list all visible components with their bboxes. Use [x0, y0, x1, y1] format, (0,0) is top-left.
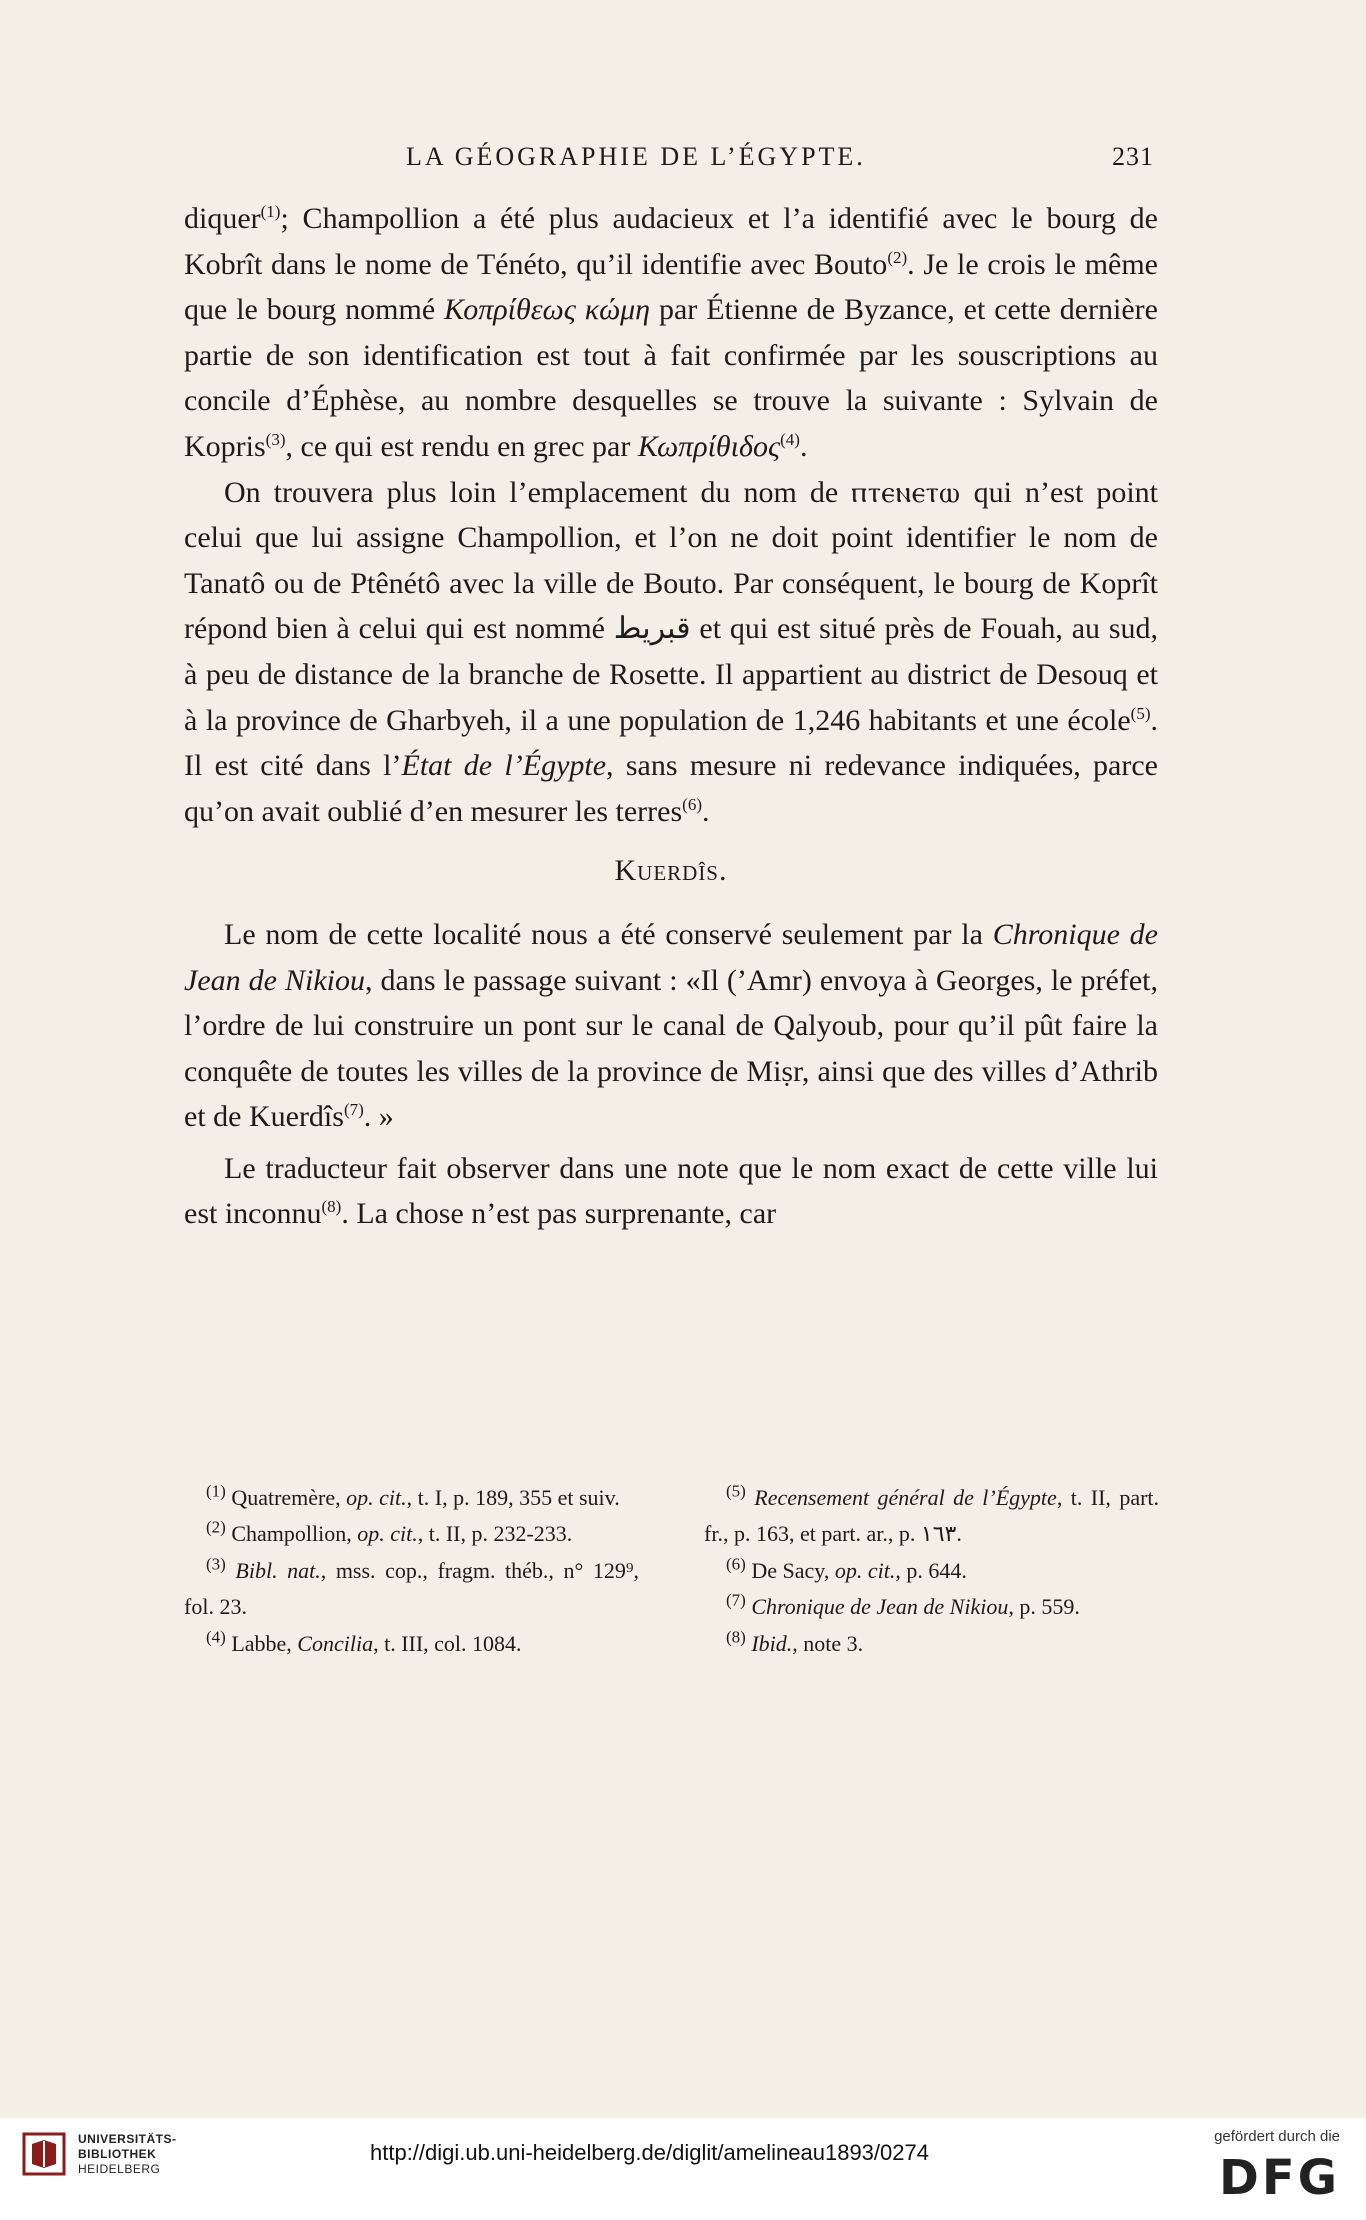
section-title: Kuerdîs. — [614, 854, 728, 888]
footnotes-right-column — [704, 1480, 1159, 1662]
coptic-term: ⲡⲧⲉⲛⲉⲧⲱ — [851, 475, 961, 509]
footnote-ref[interactable]: (3) — [265, 429, 286, 449]
cited-work: État de l’Égypte — [401, 749, 607, 783]
footnote-ref[interactable]: (4) — [780, 429, 800, 449]
permalink[interactable]: http://digi.ub.uni-heidelberg.de/diglit/amelineau1893/0274 — [370, 2140, 929, 2165]
viewer-footer — [0, 2118, 1366, 2220]
university-library-logo-icon[interactable] — [22, 2132, 66, 2176]
main-text — [184, 196, 1158, 1237]
footnote: $^{(6)}$ De Sacy, op. cit., p. 644. — [726, 1554, 967, 1583]
paragraph: On trouvera plus loin l’emplacement du nom de ⲡⲧⲉⲛⲉⲧⲱ qui n’est point celui que lui assigne Champollion, et l’on ne doit point identifier le nom de Tanatô ou de Ptênétô avec la ville de Bouto. Par conséquent, le bourg de Koprît répond bien à celui qui est nommé قبريط et qui est situé près de Fouah, au sud, à peu de distance de la branche de Rosette. Il appartient au district de Desouq et à la province de Gharbyeh, il a une population de 1,246 habitants et une école$^{(5)}$. Il est cité dans l’État de l’Égypte, sans mesure ni redevance indiquées, parce qu’on avait oublié d’en mesurer les terres$^{(6)}$. — [184, 475, 1158, 828]
footnote-ref[interactable]: (1) — [260, 202, 281, 221]
paragraph: diquer$^{(1)}$; Champollion a été plus audacieux et l’a identifié avec le bourg de Kobrît dans le nome de Ténéto, qu’il identifie avec Bouto$^{(2)}$. Je le crois le même que le bourg nommé Κοπρίθεως κώμη par Étienne de Byzance, et cette dernière partie de son identification est tout à fait confirmée par les souscriptions au concile d’Éphèse, au nombre desquelles se trouve la suivante : Sylvain de Kopris$^{(3)}$, ce qui est rendu en grec par Κωπρίθιδος$^{(4)}$. — [184, 202, 1158, 463]
page-number: 231 — [1112, 142, 1154, 171]
footnote-ref[interactable]: (6) — [682, 794, 702, 814]
footnote-ref[interactable]: (7) — [343, 1100, 364, 1120]
running-title: LA GÉOGRAPHIE DE L’ÉGYPTE. — [406, 142, 866, 171]
footnote-ref[interactable]: (5) — [1130, 703, 1151, 723]
footnote: $^{(8)}$ Ibid., note 3. — [726, 1627, 864, 1656]
footnote: $^{(2)}$ Champollion, op. cit., t. II, p. 232-233. — [206, 1518, 573, 1547]
running-header — [184, 130, 1158, 190]
sponsor-caption: gefördert durch die — [1214, 2128, 1340, 2145]
paragraph: Le traducteur fait observer dans une note que le nom exact de cette ville lui est inconnu$^{(8)}$. La chose n’est pas surprenante, car — [184, 1151, 1158, 1231]
footnote: $^{(7)}$ Chronique de Jean de Nikiou, p. 559. — [726, 1590, 1080, 1620]
footnote: $^{(4)}$ Labbe, Concilia, t. III, col. 1084. — [206, 1627, 522, 1656]
footnote: $^{(5)}$ Recensement général de l’Égypte, t. II, part. fr., p. 163, et part. ar., p. ١٦٣. — [704, 1481, 1160, 1547]
arabic-term: قبريط — [613, 612, 691, 646]
greek-term: Κωπρίθιδος — [637, 429, 781, 463]
footnote-ref[interactable]: (8) — [321, 1197, 342, 1217]
greek-term: Κοπρίθεως κώμη — [444, 293, 651, 327]
footnotes-left-column — [184, 1480, 639, 1662]
cited-work: Chronique de Jean de Nikiou — [184, 917, 1159, 997]
library-name: UNIVERSITÄTS- BIBLIOTHEK HEIDELBERG — [78, 2132, 177, 2176]
paragraph: Le nom de cette localité nous a été conservé seulement par la Chronique de Jean de Nikiou, dans le passage suivant : «Il (’Amr) envoya à Georges, le préfet, l’ordre de lui construire un pont sur le canal de Qalyoub, pour qu’il pût faire la conquête de toutes les villes de la province de Miṣr, ainsi que des villes d’Athrib et de Kuerdîs$^{(7)}$. » — [184, 917, 1159, 1134]
dfg-logo-icon[interactable]: DFG — [1218, 2150, 1340, 2206]
footnote: $^{(1)}$ Quatremère, op. cit., t. I, p. 189, 355 et suiv. — [206, 1481, 620, 1510]
page-content — [184, 130, 1160, 1656]
footnote-ref[interactable]: (2) — [887, 247, 908, 267]
footnote: $^{(3)}$ Bibl. nat., mss. cop., fragm. théb., n° 129⁹, fol. 23. — [184, 1554, 640, 1620]
